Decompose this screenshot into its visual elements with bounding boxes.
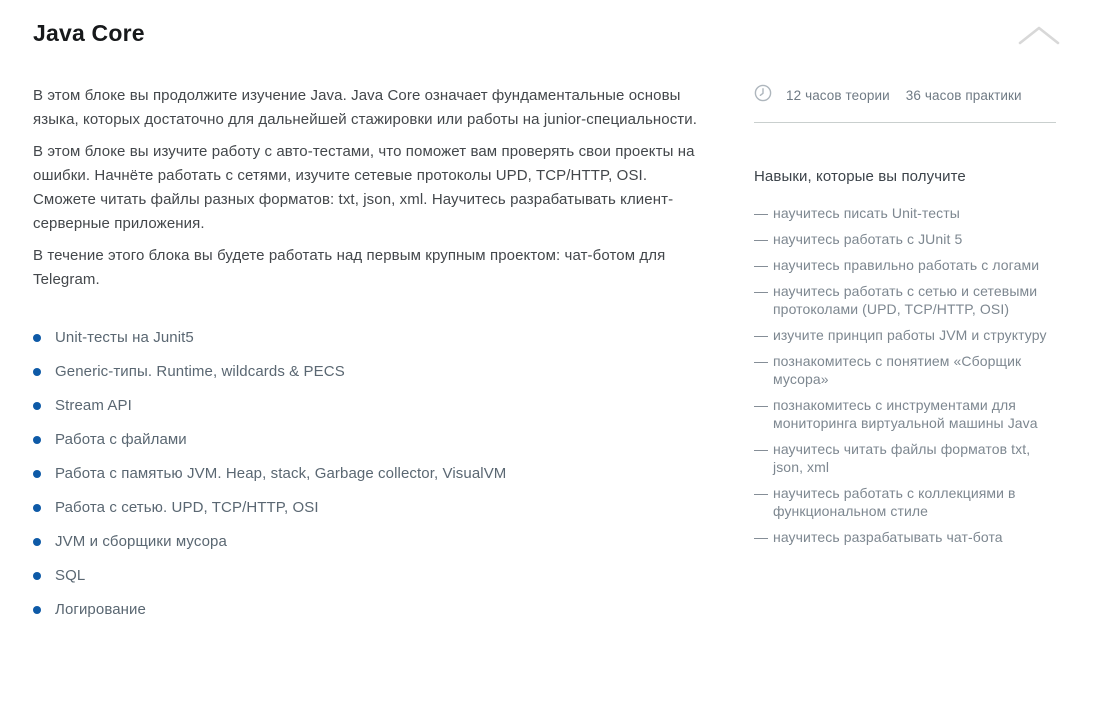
list-item — [754, 204, 1056, 222]
list-item — [33, 363, 701, 381]
dash-marker: — — [754, 327, 769, 343]
list-item — [33, 567, 701, 585]
bullet-dot-icon — [33, 402, 41, 410]
dash-marker: — — [754, 529, 769, 545]
bullet-dot-icon — [33, 504, 41, 512]
skill-label: научитесь читать файлы форматов txt, json, xml — [773, 441, 1031, 475]
list-item — [754, 528, 1056, 546]
list-item — [754, 484, 1056, 520]
list-item — [754, 326, 1056, 344]
skill-label: познакомитесь с инструментами для мониторинга виртуальной машины Java — [773, 397, 1038, 431]
topic-label: Логирование — [55, 601, 146, 618]
clock-icon — [754, 84, 772, 107]
skill-label: научитесь правильно работать с логами — [773, 257, 1040, 273]
description-paragraph: В течение этого блока вы будете работать над первым крупным проектом: чат-ботом для Telegram. — [33, 247, 666, 288]
list-item — [33, 601, 701, 619]
dash-marker: — — [754, 353, 769, 369]
bullet-dot-icon — [33, 334, 41, 342]
bullet-dot-icon — [33, 538, 41, 546]
bullet-dot-icon — [33, 470, 41, 478]
skill-label: научитесь работать с сетью и сетевыми протоколами (UPD, TCP/HTTP, OSI) — [773, 283, 1038, 317]
theory-hours: 12 часов теории — [786, 88, 890, 103]
module-description — [33, 84, 701, 635]
skills-list — [754, 204, 1056, 546]
topic-label: Stream API — [55, 397, 132, 414]
topic-label: Generic-типы. Runtime, wildcards & PECS — [55, 363, 345, 380]
topic-label: Работа с файлами — [55, 431, 187, 448]
bullet-dot-icon — [33, 436, 41, 444]
topic-label: SQL — [55, 567, 86, 584]
bullet-dot-icon — [33, 606, 41, 614]
collapse-button[interactable] — [1016, 24, 1062, 50]
skill-label: изучите принцип работы JVM и структуру — [773, 327, 1047, 343]
dash-marker: — — [754, 257, 769, 273]
dash-marker: — — [754, 397, 769, 413]
list-item — [754, 440, 1056, 476]
skill-label: познакомитесь с понятием «Сборщик мусора» — [773, 353, 1022, 387]
topic-label: Unit-тесты на Junit5 — [55, 329, 194, 346]
skill-label: научитесь писать Unit-тесты — [773, 205, 960, 221]
list-item — [33, 397, 701, 415]
dash-marker: — — [754, 485, 769, 501]
description-paragraph: В этом блоке вы изучите работу с авто-тестами, что поможет вам проверять свои проекты на ошибки. Начнёте работать с сетями, изучите сетевые протоколы UPD, TCP/HTTP, OSI. Сможете читать файлы разных форматов: txt, json, xml. Научитесь разрабатывать клиент-серверные приложения. — [33, 143, 695, 232]
list-item — [754, 396, 1056, 432]
topic-label: Работа с сетью. UPD, TCP/HTTP, OSI — [55, 499, 319, 516]
dash-marker: — — [754, 231, 769, 247]
topics-list — [33, 329, 701, 619]
bullet-dot-icon — [33, 368, 41, 376]
practice-hours: 36 часов практики — [905, 88, 1022, 103]
chevron-up-icon — [1018, 33, 1060, 48]
skill-label: научитесь разрабатывать чат-бота — [773, 529, 1003, 545]
list-item — [754, 256, 1056, 274]
skill-label: научитесь работать с JUnit 5 — [773, 231, 963, 247]
duration-info — [754, 84, 1056, 123]
list-item — [754, 352, 1056, 388]
dash-marker: — — [754, 441, 769, 457]
list-item — [33, 329, 701, 347]
dash-marker: — — [754, 205, 769, 221]
description-paragraph: В этом блоке вы продолжите изучение Java. Java Core означает фундаментальные основы языка, которых достаточно для дальнейшей стажировки или работы на junior-специальности. — [33, 87, 698, 128]
list-item — [33, 465, 701, 483]
skills-heading: Навыки, которые вы получите — [754, 168, 966, 185]
module-sidebar — [754, 84, 1056, 554]
list-item — [754, 282, 1056, 318]
list-item — [33, 431, 701, 449]
list-item — [33, 533, 701, 551]
topic-label: JVM и сборщики мусора — [55, 533, 227, 550]
topic-label: Работа с памятью JVM. Heap, stack, Garbage collector, VisualVM — [55, 465, 507, 482]
skill-label: научитесь работать с коллекциями в функциональном стиле — [773, 485, 1016, 519]
bullet-dot-icon — [33, 572, 41, 580]
list-item — [754, 230, 1056, 248]
list-item — [33, 499, 701, 517]
dash-marker: — — [754, 283, 769, 299]
page-title: Java Core — [33, 20, 145, 46]
